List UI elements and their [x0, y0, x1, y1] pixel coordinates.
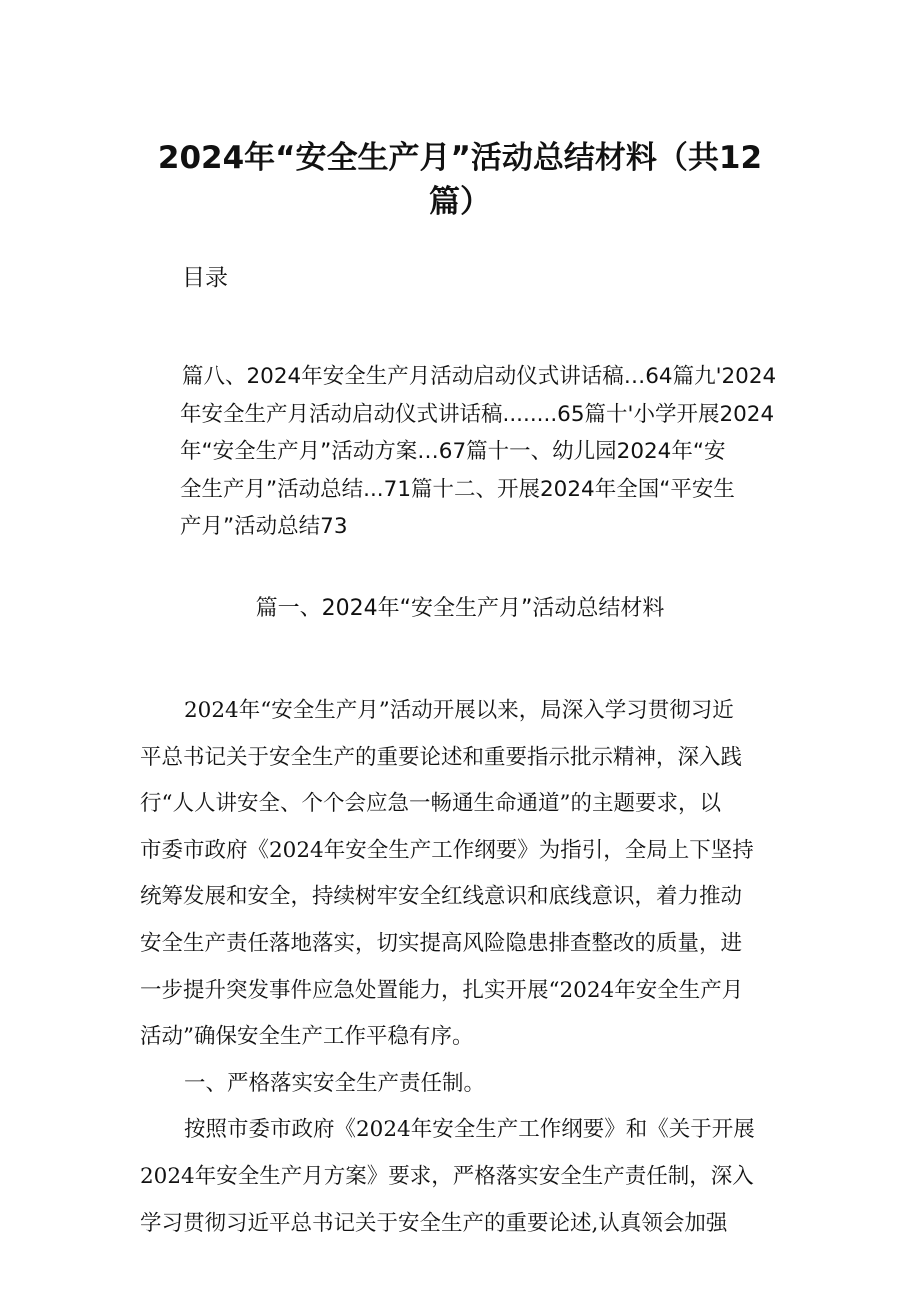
paragraph-line: 一步提升突发事件应急处置能力，扎实开展“2024年安全生产月: [140, 977, 744, 1003]
paragraph-line: 平总书记关于安全生产的重要论述和重要指示批示精神，深入践: [140, 744, 743, 770]
paragraph-line: 2024年“安全生产月”活动开展以来，局深入学习贯彻习近: [184, 698, 734, 723]
paragraph-line: 2024年安全生产月方案》要求，严格落实安全生产责任制，深入: [140, 1163, 754, 1189]
paragraph-line: 按照市委市政府《2024年安全生产工作纲要》和《关于开展: [184, 1117, 755, 1143]
toc-line: 年安全生产月活动启动仪式讲话稿........65篇十'小学开展2024: [180, 401, 775, 427]
toc-line: 产月”活动总结73: [180, 514, 348, 539]
section-heading-line: 一、严格落实安全生产责任制。: [184, 1070, 486, 1096]
paragraph-line: 活动”确保安全生产工作平稳有序。: [140, 1024, 474, 1050]
paragraph-line: 统筹发展和安全，持续树牢安全红线意识和底线意识，着力推动: [140, 884, 743, 910]
table-of-contents: [182, 358, 794, 546]
toc-line: 篇八、2024年安全生产月活动启动仪式讲话稿…64篇九'2024: [182, 364, 777, 389]
paragraph-line: 市委市政府《2024年安全生产工作纲要》为指引，全局上下坚持: [140, 837, 754, 863]
toc-heading: 目录: [182, 265, 228, 291]
toc-line: 全生产月”活动总结...71篇十二、开展2024年全国“平安生: [180, 476, 735, 502]
document-title: [140, 136, 780, 224]
section-title: 篇一、2024年“安全生产月”活动总结材料: [255, 596, 665, 621]
toc-line: 年“安全生产月”活动方案…67篇十一、幼儿园2024年“安: [180, 439, 726, 464]
paragraph-line: 学习贯彻习近平总书记关于安全生产的重要论述,认真领会加强: [140, 1210, 728, 1236]
document-title-line-2: 篇）: [429, 184, 491, 220]
body-text: [140, 688, 800, 1247]
paragraph-line: 安全生产责任落地落实，切实提高风险隐患排查整改的质量，进: [140, 930, 743, 956]
document-title-line-1: 2024年“安全生产月”活动总结材料（共12: [157, 140, 763, 176]
paragraph-line: 行“人人讲安全、个个会应急一畅通生命通道”的主题要求，以: [140, 791, 721, 817]
